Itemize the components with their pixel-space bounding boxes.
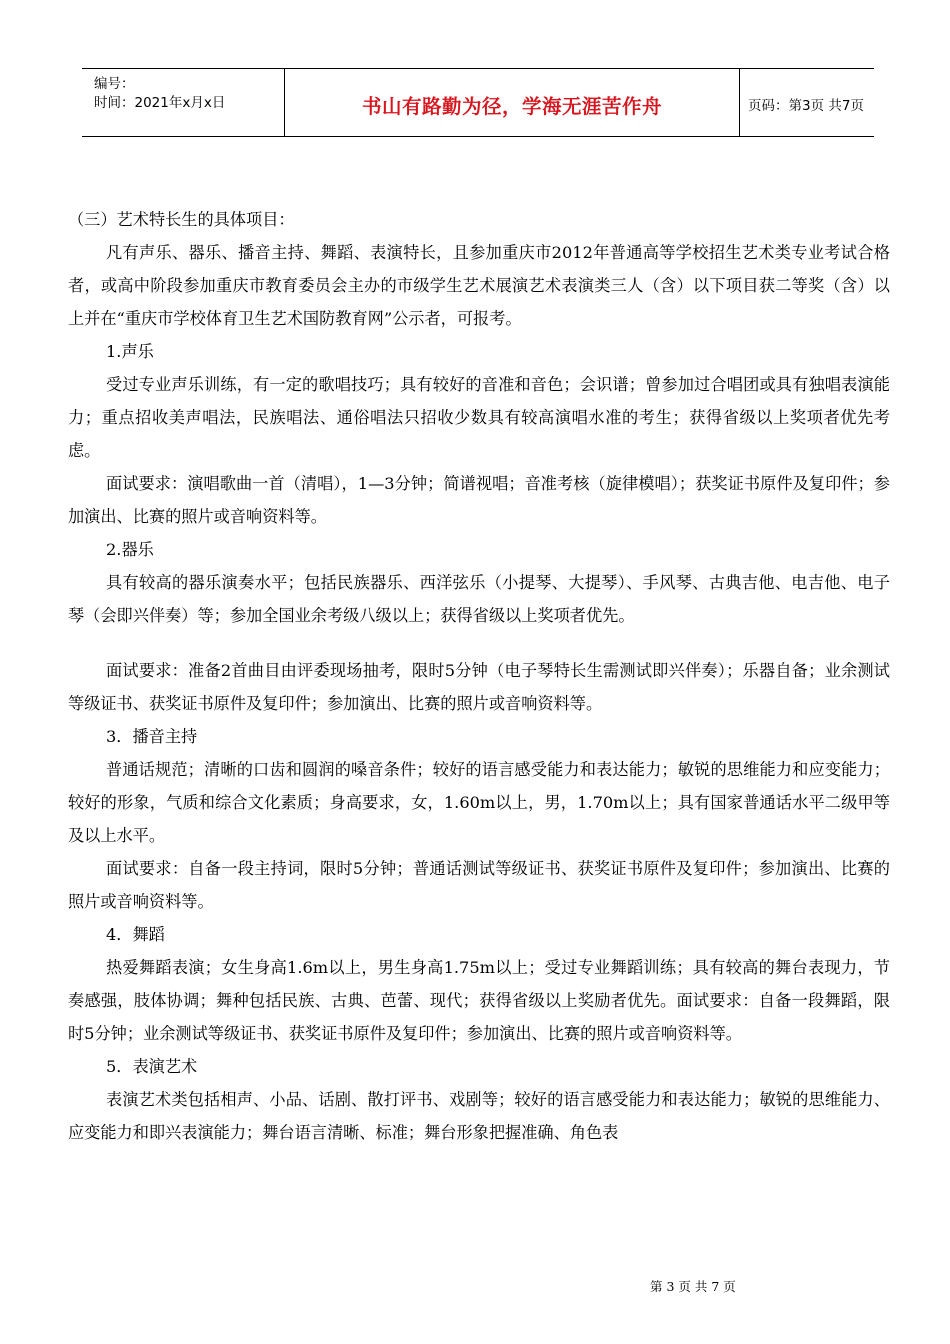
- item-heading-performance: 5．表演艺术: [106, 1057, 198, 1076]
- section-title: （三）艺术特长生的具体项目：: [68, 210, 295, 229]
- item-desc-broadcasting: 普通话规范；清晰的口齿和圆润的嗓音条件；较好的语言感受能力和表达能力；敏锐的思维能力和应变能力；较好的形象，气质和综合文化素质；身高要求，女，1.60m以上，男，1.70m以上；具有国家普通话水平二级甲等及以上水平。: [68, 760, 890, 845]
- item-heading-vocal: 1.声乐: [106, 342, 154, 361]
- intro-paragraph: 凡有声乐、器乐、播音主持、舞蹈、表演特长，且参加重庆市2012年普通高等学校招生艺术类专业考试合格者，或高中阶段参加重庆市教育委员会主办的市级学生艺术展演艺术表演类三人（含）以下项目获二等奖（含）以上并在“重庆市学校体育卫生艺术国防教育网”公示者，可报考。: [68, 243, 890, 328]
- header-page-cell: [740, 69, 874, 136]
- item-interview-instrument: 面试要求：准备2首曲目由评委现场抽考，限时5分钟（电子琴特长生需测试即兴伴奏）；乐器自备；业余测试等级证书、获奖证书原件及复印件；参加演出、比赛的照片或音响资料等。: [68, 661, 890, 713]
- item-heading-instrument: 2.器乐: [106, 540, 154, 559]
- item-heading-dance: 4．舞蹈: [106, 925, 165, 944]
- header-page-code: 页码：第3页 共7页: [748, 98, 864, 114]
- blank-line: [68, 632, 890, 654]
- document-body: [68, 203, 890, 1149]
- document-header: [82, 68, 874, 137]
- item-desc-dance: 热爱舞蹈表演；女生身高1.6m以上，男生身高1.75m以上；受过专业舞蹈训练；具有较高的舞台表现力，节奏感强，肢体协调；舞种包括民族、古典、芭蕾、现代；获得省级以上奖励者优先。面试要求：自备一段舞蹈，限时5分钟；业余测试等级证书、获奖证书原件及复印件；参加演出、比赛的照片或音响资料等。: [68, 958, 890, 1043]
- document-time-label: 时间：2021年x月x日: [94, 95, 226, 111]
- item-desc-performance: 表演艺术类包括相声、小品、话剧、散打评书、戏剧等；较好的语言感受能力和表达能力；敏锐的思维能力、应变能力和即兴表演能力；舞台语言清晰、标准；舞台形象把握准确、角色表: [68, 1090, 890, 1142]
- header-motto: 书山有路勤为径，学海无涯苦作舟: [361, 95, 662, 118]
- item-interview-broadcasting: 面试要求：自备一段主持词，限时5分钟；普通话测试等级证书、获奖证书原件及复印件；参加演出、比赛的照片或音响资料等。: [68, 859, 890, 911]
- header-info-cell: [82, 69, 284, 136]
- item-desc-vocal: 受过专业声乐训练，有一定的歌唱技巧；具有较好的音准和音色；会识谱；曾参加过合唱团或具有独唱表演能力；重点招收美声唱法，民族唱法、通俗唱法只招收少数具有较高演唱水准的考生；获得省级以上奖项者优先考虑。: [68, 375, 890, 460]
- page-footer: 第 3 页 共 7 页: [650, 1279, 736, 1294]
- item-interview-vocal: 面试要求：演唱歌曲一首（清唱），1—3分钟；简谱视唱；音准考核（旋律模唱）；获奖证书原件及复印件；参加演出、比赛的照片或音响资料等。: [68, 474, 890, 526]
- item-desc-instrument: 具有较高的器乐演奏水平；包括民族器乐、西洋弦乐（小提琴、大提琴）、手风琴、古典吉他、电吉他、电子琴（会即兴伴奏）等；参加全国业余考级八级以上；获得省级以上奖项者优先。: [68, 573, 890, 625]
- item-heading-broadcasting: 3．播音主持: [106, 727, 198, 746]
- header-motto-cell: [284, 69, 740, 136]
- document-number-label: 编号：: [94, 76, 135, 92]
